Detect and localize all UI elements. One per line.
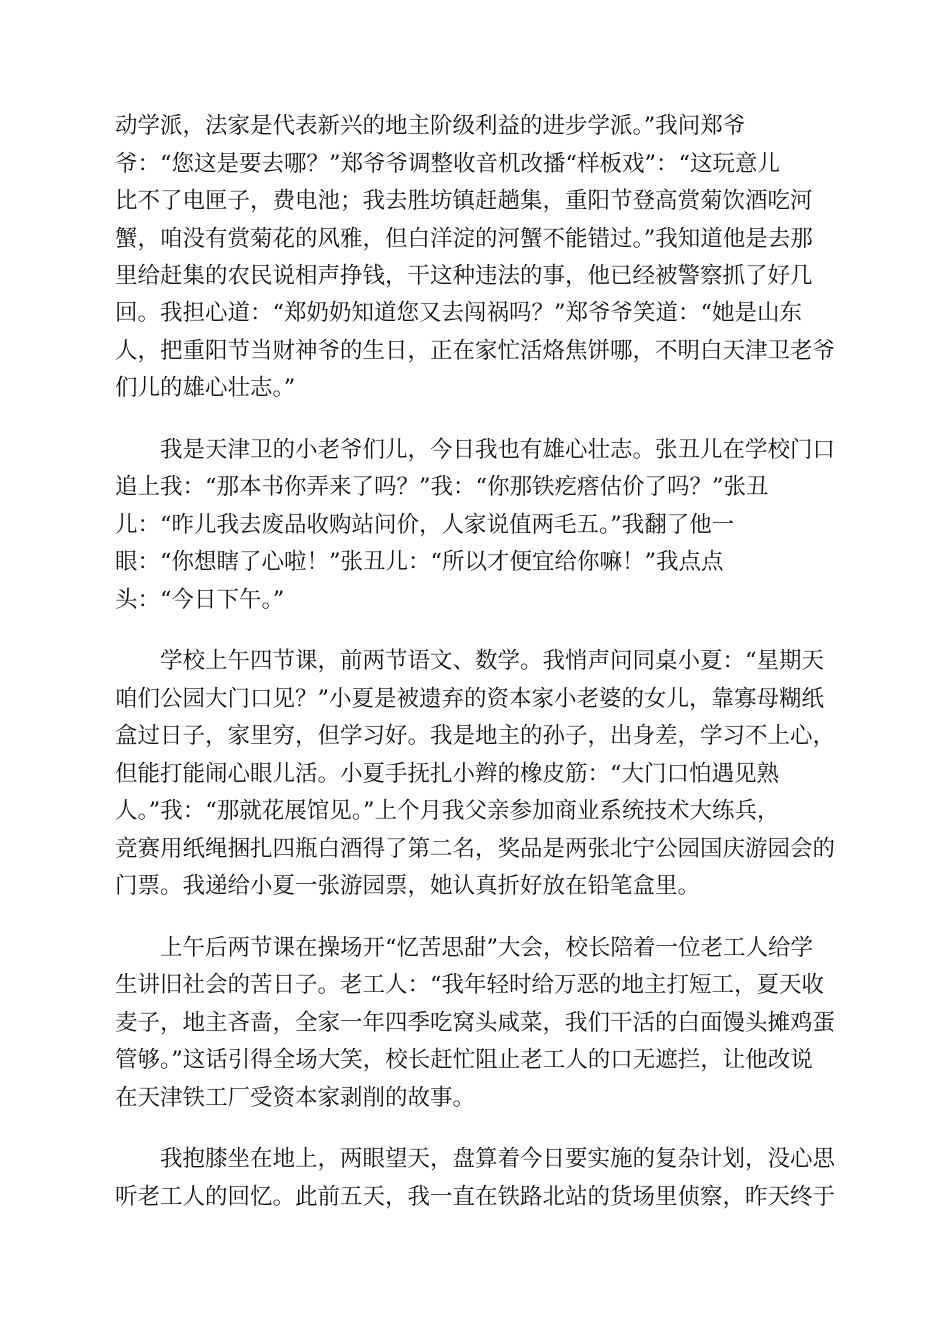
text-line: 上午后两节课在操场开“忆苦思甜”大会，校长陪着一位老工人给学 [160,935,814,961]
text-line: 咱们公园大门口见？”小夏是被遗弃的资本家小老婆的女儿，靠寡母糊纸 [115,686,825,712]
text-line: 回。我担心道：“郑奶奶知道您又去闯祸吗？”郑爷爷笑道：“她是山东 [115,300,803,326]
text-line: 动学派，法家是代表新兴的地主阶级利益的进步学派。”我问郑爷 [115,113,746,139]
text-line: 生讲旧社会的苦日子。老工人：“我年轻时给万恶的地主打短工，夏天收 [115,972,825,998]
text-line: 盒过日子，家里穷，但学习好。我是地主的孙子，出身差，学习不上心， [115,723,836,749]
text-line: 我是天津卫的小老爷们儿，今日我也有雄心壮志。张丑儿在学校门口 [160,437,836,463]
text-line: 但能打能闹心眼儿活。小夏手抚扎小辫的橡皮筋：“大门口怕遇见熟 [115,761,780,787]
text-line: 在天津铁工厂受资本家剥削的故事。 [115,1085,476,1111]
text-line: 我抱膝坐在地上，两眼望天，盘算着今日要实施的复杂计划，没心思 [160,1146,836,1172]
text-line: 人，把重阳节当财神爷的生日，正在家忙活烙焦饼哪，不明白天津卫老爷 [115,338,836,364]
text-line: 追上我：“那本书你弄来了吗？”我：“你那铁疙瘩估价了吗？”张丑 [115,474,769,500]
text-line: 眼：“你想瞎了心啦！”张丑儿：“所以才便宜给你嘛！”我点点 [115,549,724,575]
text-line: 学校上午四节课，前两节语文、数学。我悄声问同桌小夏：“星期天 [160,648,825,674]
text-line: 人。”我：“那就花展馆见。”上个月我父亲参加商业系统技术大练兵， [115,798,780,824]
text-line: 门票。我递给小夏一张游园票，她认真折好放在铅笔盒里。 [115,873,701,899]
text-line: 听老工人的回忆。此前五天，我一直在铁路北站的货场里侦察，昨天终于 [115,1184,836,1210]
text-line: 管够。”这话引得全场大笑，校长赶忙阻止老工人的口无遮拦，让他改说 [115,1047,813,1073]
text-line: 竞赛用纸绳捆扎四瓶白酒得了第二名，奖品是两张北宁公园国庆游园会的 [115,836,836,862]
text-line: 比不了电匣子，费电池；我去胜坊镇赶趟集，重阳节登高赏菊饮酒吃河 [115,188,813,214]
text-line: 里给赶集的农民说相声挣钱，干这种违法的事，他已经被警察抓了好几 [115,263,813,289]
text-line: 们儿的雄心壮志。” [115,375,296,401]
text-line: 麦子，地主吝啬，全家一年四季吃窝头咸菜，我们干活的白面馒头摊鸡蛋 [115,1010,836,1036]
text-line: 蟹，咱没有赏菊花的风雅，但白洋淀的河蟹不能错过。”我知道他是去那 [115,226,813,252]
text-line: 儿：“昨儿我去废品收购站问价，人家说值两毛五。”我翻了他一 [115,512,735,538]
text-line: 头：“今日下午。” [115,587,285,613]
text-line: 爷：“您这是要去哪？”郑爷爷调整收音机改播“样板戏”：“这玩意儿 [115,151,781,177]
